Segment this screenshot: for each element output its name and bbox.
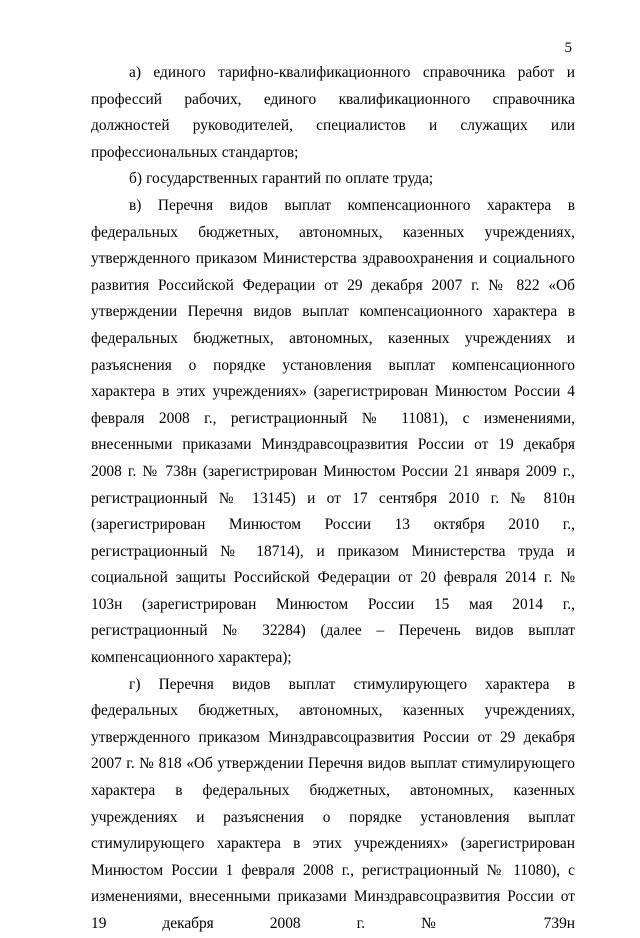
paragraph-b: б) государственных гарантий по оплате труда; bbox=[129, 170, 434, 188]
page-number: 5 bbox=[564, 40, 572, 56]
paragraph-g: г) Перечня видов выплат стимулирующего характера в федеральных бюджетных, автономных, казенных учреждениях, утвержденного приказом Минздравсоцразвития России от 29 декабря 2007 г. № 818 «Об утверждении Перечня видов выплат стимулирующего характера в федеральных бюджетных, автономных, казенных учреждениях и разъяснения о порядке установления выплат стимулирующего характера в этих учреждениях» (зарегистрирован Минюстом России 1 февраля 2008 г., регистрационный № 11080), с изменениями, внесенными приказами Минздравсоцразвития России от 19 декабря 2008 г. № 739н bbox=[91, 675, 575, 932]
paragraph-v: в) Перечня видов выплат компенсационного характера в федеральных бюджетных, автономных, казенных учреждениях, утвержденного приказом Министерства здравоохранения и социального развития Российской Федерации от 29 декабря 2007 г. № 822 «Об утверждении Перечня видов выплат компенсационного характера в федеральных бюджетных, автономных, казенных учреждениях и разъяснения о порядке установления выплат компенсационного характера в этих учреждениях» (зарегистрирован Минюстом России 4 февраля 2008 г., регистрационный № 11081), с изменениями, внесенными приказами Минздравсоцразвития России от 19 декабря 2008 г. № 738н (зарегистрирован Минюстом России 21 января 2009 г., регистрационный № 13145) и от 17 сентября 2010 г. № 810н (зарегистрирован Минюстом России 13 октября 2010 г., регистрационный № 18714), и приказом Министерства труда и социальной защиты Российской Федерации от 20 февраля 2014 г. № 103н (зарегистрирован Минюстом России 15 мая 2014 г., регистрационный № 32284) (далее – Перечень видов выплат компенсационного характера); bbox=[91, 196, 575, 667]
paragraph-a: а) единого тарифно-квалификационного справочника работ и профессий рабочих, единого квалификационного справочника должностей руководителей, специалистов и служащих или профессиональных стандартов; bbox=[91, 64, 575, 161]
document-body bbox=[91, 60, 575, 938]
